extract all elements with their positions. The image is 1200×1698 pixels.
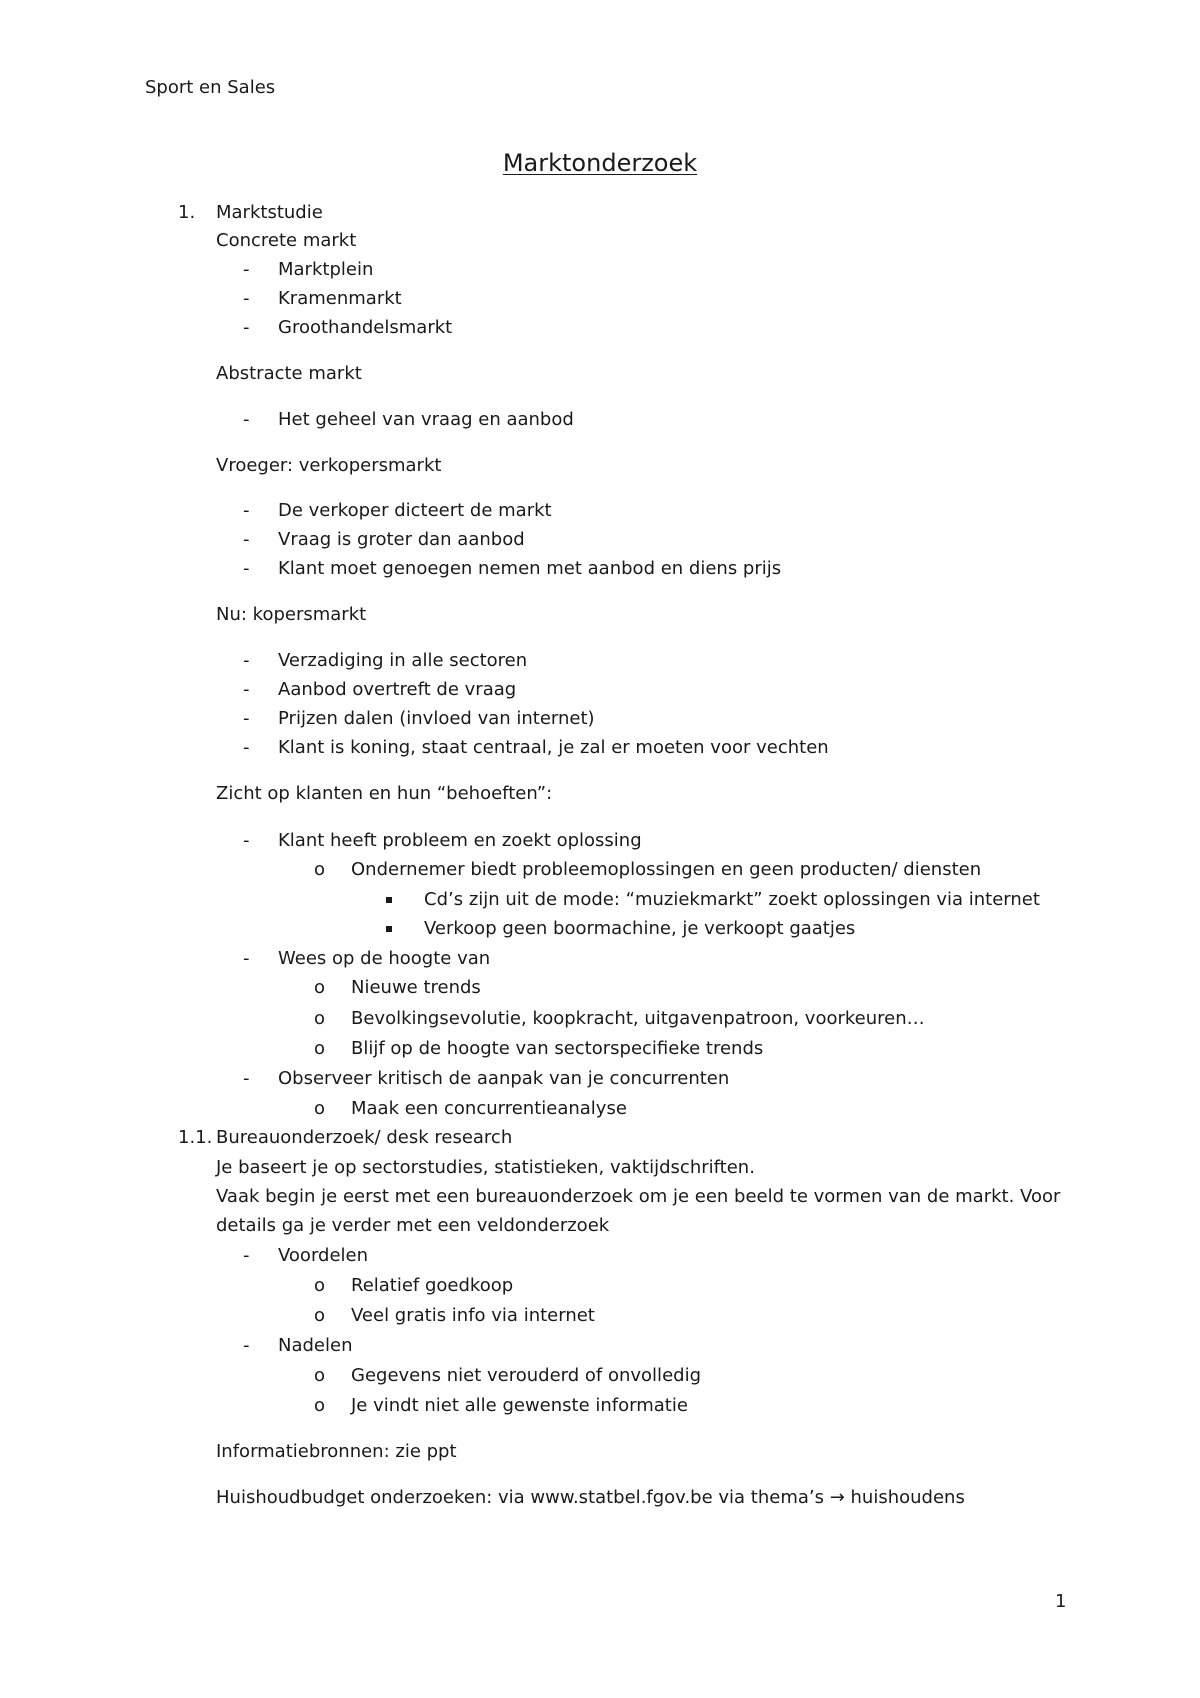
- bullet-dash-marker: -: [243, 529, 250, 550]
- document-line: Verzadiging in alle sectoren: [278, 650, 528, 671]
- bullet-circle-marker: o: [314, 1008, 326, 1029]
- bullet-dash-marker: -: [243, 708, 250, 729]
- bullet-dash-marker: -: [243, 1068, 250, 1089]
- document-line: Cd’s zijn uit de mode: “muziekmarkt” zoekt oplossingen via internet: [424, 889, 1040, 910]
- document-line: Groothandelsmarkt: [278, 317, 453, 338]
- document-line: Het geheel van vraag en aanbod: [278, 409, 574, 430]
- document-line: Nadelen: [278, 1335, 353, 1356]
- bullet-dash-marker: -: [243, 288, 250, 309]
- bullet-circle-marker: o: [314, 1305, 326, 1326]
- bullet-dash-marker: -: [243, 650, 250, 671]
- document-line: Klant heeft probleem en zoekt oplossing: [278, 830, 642, 851]
- bullet-dash-marker: -: [243, 1335, 250, 1356]
- document-line: Zicht op klanten en hun “behoeften”:: [216, 783, 553, 804]
- bullet-circle-marker: o: [314, 1395, 326, 1416]
- document-line: Veel gratis info via internet: [351, 1305, 595, 1326]
- document-line: Nu: kopersmarkt: [216, 604, 367, 625]
- list-number-marker: 1.: [178, 202, 196, 223]
- bullet-circle-marker: o: [314, 1365, 326, 1386]
- document-line: Vraag is groter dan aanbod: [278, 529, 525, 550]
- document-line: Kramenmarkt: [278, 288, 402, 309]
- document-line: Informatiebronnen: zie ppt: [216, 1441, 457, 1462]
- document-line: Klant is koning, staat centraal, je zal er moeten voor vechten: [278, 737, 829, 758]
- document-line: Je baseert je op sectorstudies, statistieken, vaktijdschriften.: [216, 1157, 755, 1178]
- document-line: Aanbod overtreft de vraag: [278, 679, 517, 700]
- document-line: Wees op de hoogte van: [278, 948, 491, 969]
- document-line: Bureauonderzoek/ desk research: [216, 1127, 513, 1148]
- document-line: Gegevens niet verouderd of onvolledig: [351, 1365, 701, 1386]
- document-line: Huishoudbudget onderzoeken: via www.statbel.fgov.be via thema’s → huishoudens: [216, 1487, 965, 1508]
- bullet-dash-marker: -: [243, 830, 250, 851]
- bullet-dash-marker: -: [243, 259, 250, 280]
- document-line: Prijzen dalen (invloed van internet): [278, 708, 595, 729]
- document-line: Vaak begin je eerst met een bureauonderzoek om je een beeld te vormen van de markt. Voor: [216, 1186, 1061, 1207]
- document-line: Ondernemer biedt probleemoplossingen en geen producten/ diensten: [351, 859, 982, 880]
- bullet-circle-marker: o: [314, 1275, 326, 1296]
- bullet-dash-marker: -: [243, 500, 250, 521]
- list-number-marker: 1.1.: [178, 1127, 213, 1148]
- document-line: Verkoop geen boormachine, je verkoopt gaatjes: [424, 918, 856, 939]
- page-number: 1: [1055, 1591, 1067, 1612]
- bullet-dash-marker: -: [243, 558, 250, 579]
- document-line: Je vindt niet alle gewenste informatie: [351, 1395, 688, 1416]
- bullet-circle-marker: o: [314, 1038, 326, 1059]
- document-line: Klant moet genoegen nemen met aanbod en diens prijs: [278, 558, 782, 579]
- document-line: Vroeger: verkopersmarkt: [216, 455, 442, 476]
- document-line: Bevolkingsevolutie, koopkracht, uitgavenpatroon, voorkeuren…: [351, 1008, 925, 1029]
- bullet-dash-marker: -: [243, 737, 250, 758]
- document-line: Nieuwe trends: [351, 977, 481, 998]
- document-line: details ga je verder met een veldonderzoek: [216, 1215, 610, 1236]
- bullet-square-marker: [386, 897, 392, 903]
- bullet-dash-marker: -: [243, 948, 250, 969]
- bullet-dash-marker: -: [243, 1245, 250, 1266]
- page-header: Sport en Sales: [145, 77, 276, 98]
- bullet-circle-marker: o: [314, 977, 326, 998]
- document-line: Observeer kritisch de aanpak van je concurrenten: [278, 1068, 730, 1089]
- bullet-circle-marker: o: [314, 859, 326, 880]
- bullet-dash-marker: -: [243, 409, 250, 430]
- document-line: Voordelen: [278, 1245, 369, 1266]
- document-line: Blijf op de hoogte van sectorspecifieke trends: [351, 1038, 764, 1059]
- document-line: Maak een concurrentieanalyse: [351, 1098, 627, 1119]
- document-line: Marktstudie: [216, 202, 323, 223]
- bullet-square-marker: [386, 926, 392, 932]
- document-line: Relatief goedkoop: [351, 1275, 514, 1296]
- bullet-dash-marker: -: [243, 679, 250, 700]
- document-title: Marktonderzoek: [502, 149, 698, 177]
- bullet-circle-marker: o: [314, 1098, 326, 1119]
- document-line: Abstracte markt: [216, 363, 362, 384]
- document-line: Marktplein: [278, 259, 374, 280]
- document-line: De verkoper dicteert de markt: [278, 500, 552, 521]
- bullet-dash-marker: -: [243, 317, 250, 338]
- document-line: Concrete markt: [216, 230, 357, 251]
